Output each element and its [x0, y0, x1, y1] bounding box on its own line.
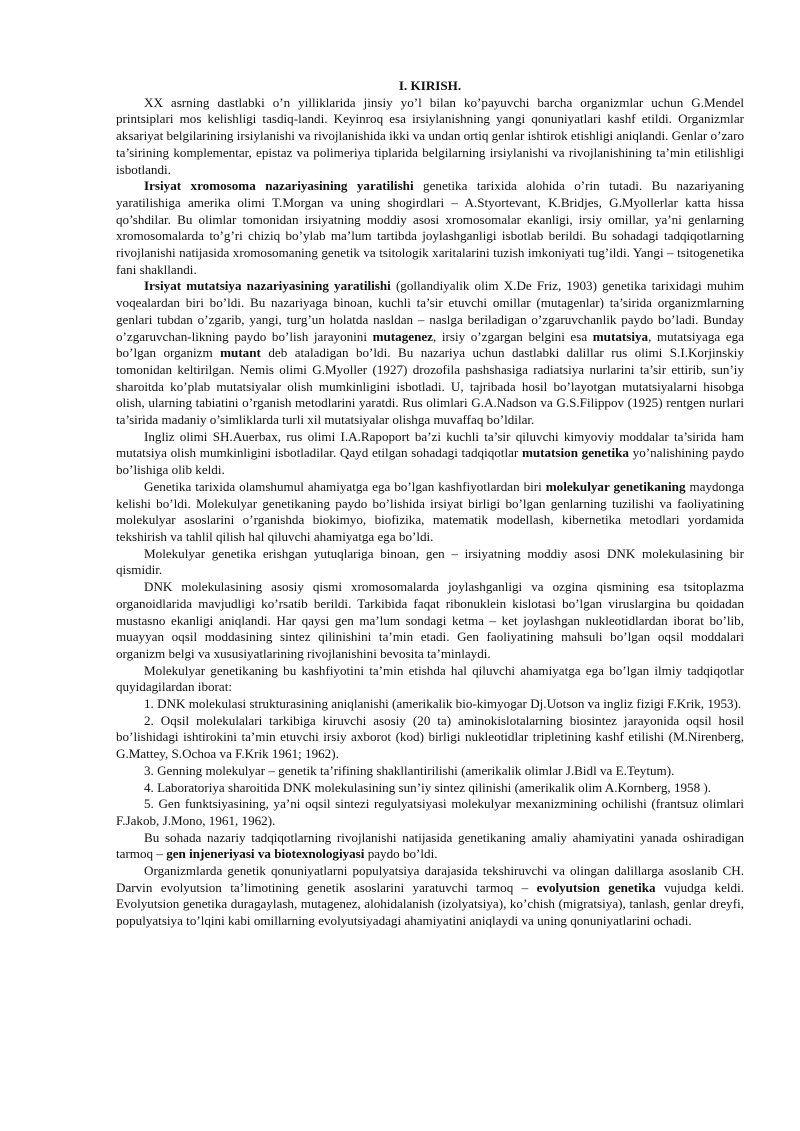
paragraph: [116, 579, 744, 663]
bold-term: mutatsiya: [592, 328, 649, 344]
paragraph: [116, 863, 744, 930]
paragraph: [116, 178, 744, 278]
bold-term: gen injeneriyasi va biotexnologiyasi: [166, 846, 365, 862]
paragraph: [116, 780, 744, 797]
text-run: , mutatsiyaga ega bo’lgan organizm: [116, 328, 744, 361]
bold-term: molekulyar genetikaning: [545, 478, 686, 494]
text-run: yo’nalishining paydo bo’lishiga olib keldi.: [116, 445, 744, 478]
text-run: Ingliz olimi SH.Auerbax, rus olimi I.A.Rapoport ba’zi kuchli ta’sir qiluvchi kimyoviy moddalar ta’sirida ham mutatsiya olish mumkinligini isbotladilar. Qayd etilgan sohadagi tadqiqotlar: [116, 428, 744, 461]
paragraph: [116, 763, 744, 780]
text-run: vujudga keldi. Evolyutsion genetika duragaylash, mutagenez, alohidalanish (izolyatsiya), ko’chish (migratsiya), tanlash, genlar dreyfi, populyatsiya to’lqini kabi omillarning evolyutsiyadagi ahamiyatini aniqlaydi va uning qonuniyatlarini ochadi.: [116, 879, 744, 929]
bold-term: Irsiyat mutatsiya nazariyasining yaratilishi: [144, 278, 391, 294]
paragraph: [116, 546, 744, 579]
text-run: 3. Genning molekulyar – genetik ta’rifining shakllantirilishi (amerikalik olimlar J.Bidl va E.Teytum).: [144, 762, 675, 778]
bold-term: mutant: [220, 345, 261, 361]
paragraph: [116, 429, 744, 479]
text-run: Organizmlarda genetik qonuniyatlarni populyatsiya darajasida tekshiruvchi va olingan dalillarga asoslanib CH. Darvin evolyutsion ta’limotining genetik asoslarini yaratuvchi tarmoq –: [116, 863, 744, 895]
text-run: (gollandiyalik olim X.De Friz, 1903) genetika tarixidagi muhim voqealardan biri bo’ldi. Bu nazariyaga binoan, kuchli ta’sir etuvchi omillar (mutagenlar) ta’sirida organizmlarning genlari tubdan o’zgarib, yangi, turg’un holatda nasldan – naslga beriladigan o’zgaruvchanlik paydo bo’ladi. Bunday o’zgaruvchan-likning paydo bo’lish jarayonini: [116, 278, 745, 344]
text-run: Bu sohada nazariy tadqiqotlarning rivojlanishi natijasida genetikaning amaliy ahamiyatini yanada oshiradigan tarmoq –: [116, 829, 744, 862]
bold-term: mutagenez: [372, 328, 433, 344]
paragraph: [116, 713, 744, 763]
bold-term: mutatsion genetika: [521, 445, 629, 461]
text-run: maydonga kelishi bo’ldi. Molekulyar genetikaning paydo bo’lishida irsiyat birligi bo’lgan genlarning tuzilishi va faoliyatining molekulyar asoslarini o’rganishda biokimyo, biofizika, matematik modellash, kibernetika metodlari yordamida tekshirish va tahlil qilish hal qiluvchi ahamiyatga ega bo’ldi.: [116, 478, 745, 544]
bold-term: Irsiyat xromosoma nazariyasining yaratilishi: [144, 178, 414, 194]
text-run: deb ataladigan bo’ldi. Bu nazariya uchun dastlabki dalillar rus olimi S.I.Korjinskiy tomonidan keltirilgan. Nemis olimi G.Myoller (1927) drozofila pashshasiga radiatsiya nurlarini ta’sir ettirib, sun’iy sharoitda ko’plab mutatsiyalar olish mumkinligini isbotladi. U, tajribada hosil bo’layotgan mutatsiyalarni hisobga olish, ularning tabiatini o’rganish metodlarini yaratdi. Rus olimlari G.A.Nadson va G.S.Filippov (1925) rentgen nurlari ta’sirida madaniy o’simliklarda turli xil mutatsiyalar olishga muvaffaq bo’ldilar.: [116, 345, 744, 428]
text-run: 4. Laboratoriya sharoitida DNK molekulasining sun’iy sintez qilinishi (amerikalik olim A.Kornberg, 1958 ).: [144, 779, 712, 795]
paragraph: [116, 479, 744, 546]
text-run: DNK molekulasining asosiy qismi xromosomalarda joylashganligi va ozgina qismining esa tsitoplazma organoidlarida mavjudligi ko’rsatib berildi. Tarkibida faqat ribonuklein kislotasi bo’lgan viruslargina bu qoidadan mustasno ekanligi aniqlandi. Har qaysi gen ma’lum sondagi ketma – ket joylashgan nukleotidlardan iborat bo’lib, muayyan oqsil moddasining sintez qilinishini ta’min etadi. Gen faoliyatining mahsuli bo’lgan oqsil moddalari organizm belgi va xususiyatlarining rivojlanishini bevosita ta’minlaydi.: [116, 579, 744, 661]
section-heading: I. KIRISH.: [398, 78, 462, 93]
paragraph: [116, 830, 744, 863]
paragraph: [116, 278, 744, 428]
text-run: , irsiy o’zgargan belgini esa: [432, 328, 593, 344]
paragraph: [116, 696, 744, 713]
text-run: 1. DNK molekulasi strukturasining aniqlanishi (amerikalik bio-kimyogar Dj.Uotson va ingliz fizigi F.Krik, 1953).: [144, 696, 742, 712]
text-run: XX asrning dastlabki o’n yilliklarida jinsiy yo’l bilan ko’payuvchi barcha organizmlar uchun G.Mendel printsiplari mos kelishligi tasdiq-landi. Keyinroq esa irsiylanishning yangi qonuniyatlari kashf etildi. Organizmlar aksariyat belgilarining irsiylanishi va rivojlanishida ikki va undan ortiq genlar ishtirok etishligi aniqlandi. Genlar o’zaro ta’sirining komplementar, epistaz va polimeriya tiplarida belgilarning irsiylanishi va rivojlanishining ta’min etilishligi isbotlandi.: [116, 94, 744, 177]
text-run: Molekulyar genetika erishgan yutuqlariga binoan, gen – irsiyatning moddiy asosi DNK molekulasining bir qismidir.: [116, 545, 744, 578]
bold-term: evolyutsion genetika: [536, 879, 656, 895]
text-run: paydo bo’ldi.: [364, 846, 438, 862]
paragraph: [116, 663, 744, 696]
text-run: 2. Oqsil molekulalari tarkibiga kiruvchi asosiy (20 ta) aminokislotalarning biosintez jarayonida oqsil hosil bo’lishidagi ishtirokini ta’min etuvchi irsiy axborot (kod) birligi nukleotidlar tripletining kashf etilishi (M.Nirenberg, G.Mattey, S.Ochoa va F.Krik 1961; 1962).: [116, 712, 744, 762]
text-run: genetika tarixida alohida o’rin tutadi. Bu nazariyaning yaratilishiga amerika olimi T.Morgan va uning shogirdlari – A.Styortevant, K.Bridjes, G.Myollerlar katta hissa qo’shdilar. Bu olimlar tomonidan irsiyatning moddiy asosi xromosomalar ekanligi, irsiy omillar, ya’ni genlarning xromosomalarda to’g’ri chiziq bo’ylab ma’lum tartibda joylashganligi isbotlab berildi. Bu sohadagi tadqiqotlarning rivojlanishi natijasida xromosomaning genetik va tsitologik xaritalarini tuzish imkoniyati tug’ildi. Yangi – tsitogenetika fani shakllandi.: [116, 178, 744, 277]
body-text: [116, 95, 744, 930]
text-run: 5. Gen funktsiyasining, ya’ni oqsil sintezi regulyatsiyasi molekulyar mexanizmining ochilishi (frantsuz olimlari F.Jakob, J.Mono, 1961, 1962).: [116, 796, 744, 828]
text-run: Genetika tarixida olamshumul ahamiyatga ega bo’lgan kashfiyotlardan biri: [144, 478, 546, 494]
paragraph: [116, 796, 744, 829]
text-run: Molekulyar genetikaning bu kashfiyotini ta’min etishda hal qiluvchi ahamiyatga ega bo’lgan ilmiy tadqiqotlar quyidagilardan iborat:: [116, 662, 744, 695]
paragraph: [116, 95, 744, 179]
